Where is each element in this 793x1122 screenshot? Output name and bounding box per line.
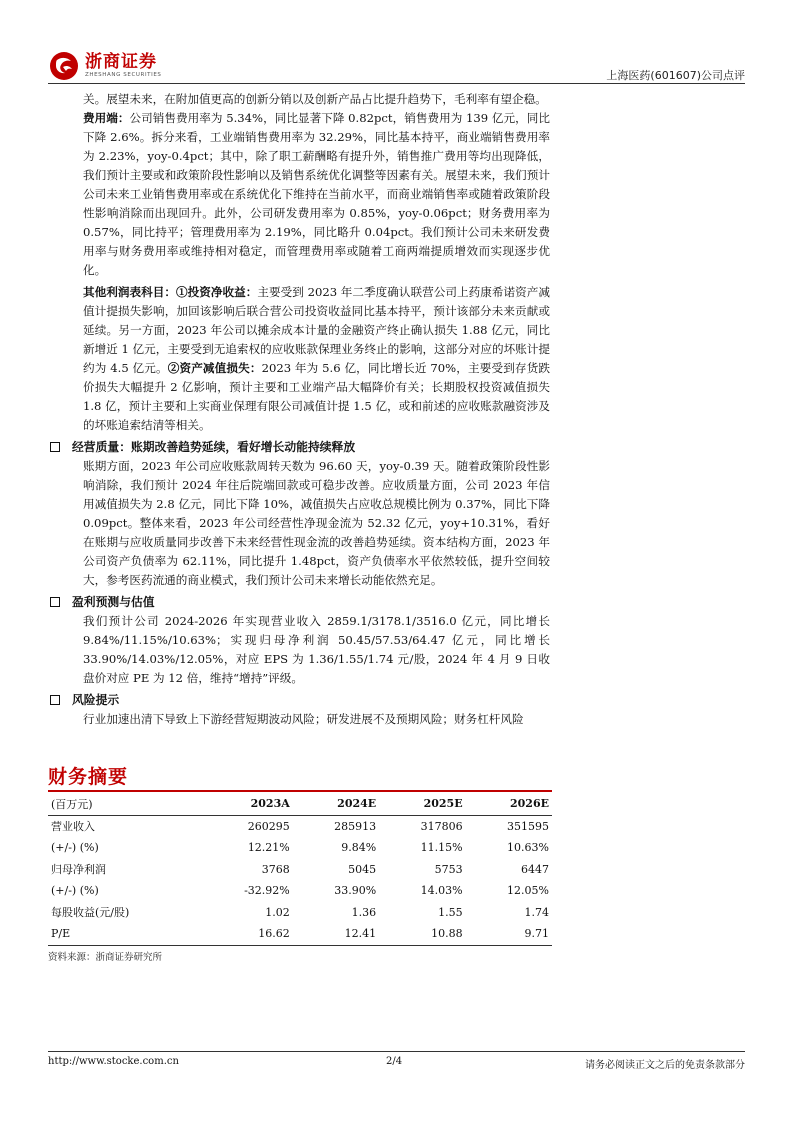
table-cell: 10.63%: [507, 841, 549, 855]
table-cell: 9.84%: [341, 841, 377, 855]
table-row: [48, 902, 552, 924]
table-row: [48, 815, 552, 837]
table-row: [48, 837, 552, 859]
section-operating-quality: [48, 438, 550, 457]
table-header-row: [48, 793, 552, 815]
column-header: 2026E: [466, 793, 552, 815]
section-risk: [48, 691, 550, 710]
disclaimer-note: 请务必阅读正文之后的免责条款部分: [585, 1060, 745, 1071]
table-cell: (+/-) (%): [51, 841, 99, 855]
table-cell: 3768: [261, 862, 290, 876]
table-cell: 1.36: [351, 905, 377, 919]
checkbox-bullet-icon: [50, 442, 60, 452]
financial-summary-title: 财务摘要: [48, 766, 129, 788]
table-row: [48, 880, 552, 902]
report-label: 上海医药(601607)公司点评: [606, 69, 745, 82]
table-cell: 12.05%: [507, 884, 549, 898]
table-cell: 5753: [434, 862, 463, 876]
zheshang-logo-icon: [49, 51, 79, 81]
checkbox-bullet-icon: [50, 695, 60, 705]
table-cell: 12.41: [293, 923, 379, 945]
table-cell: 317806: [420, 819, 463, 833]
table-cell: 285913: [334, 819, 377, 833]
footer-url-link[interactable]: http://www.stocke.com.cn: [48, 1056, 179, 1067]
table-cell: 1.02: [265, 905, 290, 919]
header-divider: [48, 83, 745, 84]
table-cell: 12.21%: [247, 841, 290, 855]
table-source-note: 资料来源：浙商证券研究所: [48, 952, 163, 963]
column-header: 2024E: [293, 793, 379, 815]
footer-divider: [48, 1051, 745, 1052]
column-header: (百万元): [48, 793, 200, 815]
table-cell: 每股收益(元/股): [51, 906, 130, 920]
table-row: [48, 859, 552, 881]
table-cell: 33.90%: [334, 884, 377, 898]
expense-text: 公司销售费用率为 5.34%，同比显著下降 0.82pct，销售费用为 139 亿元，同比下降 2.6%。拆分来看，工业端销售费用率为 32.29%，同比基本持平，商业端销售费用率为 2.23%，yoy-0.4pct；其中，除了职工薪酬略有提升外，销售推广费用等均出现降低，我们预计主要或和政策阶段性影响以及销售系统优化调整等因素有关。展望未来，我们预计公司未来工业销售费用率或在系统优化下维持在当前水平，而商业端销售率或随着政策阶段性影响消除而出现回升。此外，公司研发费用率为 0.85%，yoy-0.06pct；财务费用率为 0.57%，同比持平；管理费用率为 2.19%，同比略升 0.04pct。我们预计公司未来研发费用率与财务费用率或维持相对稳定，而管理费用率或随着工商两端提质增效而实现逐步优化。: [83, 111, 550, 277]
column-header: 2023A: [200, 793, 293, 815]
section-text: 行业加速出清下导致上下游经营短期波动风险；研发进展不及预期风险；财务杠杆风险: [83, 712, 524, 726]
other-lead: 其他利润表科目：: [83, 285, 176, 299]
table-row: [48, 923, 552, 945]
table-cell: 16.62: [200, 923, 293, 945]
table-cell: P/E: [48, 923, 200, 945]
table-cell: 9.71: [466, 923, 552, 945]
table-cell: (+/-) (%): [51, 884, 99, 898]
other-text1: 主要受到 2023 年二季度确认联营公司上药康希诺资产减值计提损失影响，加回该影响后联合营公司投资收益同比基本持平，预计该部分未来贡献或延续。另一方面，2023 年公司以摊余成本计量的金融资产终止确认损失 1.88 亿元，同比新增近 1 亿元，主要受到无追索权的应收账款保理业务终止的影响，这部分对应的坏账计提约为 4.5 亿元。: [83, 285, 550, 375]
table-cell: 14.03%: [420, 884, 463, 898]
expense-lead: 费用端：: [83, 111, 130, 125]
table-cell: 归母净利润: [51, 863, 106, 877]
table-cell: 10.88: [379, 923, 465, 945]
table-cell: 1.74: [524, 905, 549, 919]
table-cell: 11.15%: [420, 841, 463, 855]
paragraph-expense: [48, 109, 550, 280]
checkbox-bullet-icon: [50, 597, 60, 607]
financial-title-divider: [48, 790, 552, 792]
section-text: 我们预计公司 2024-2026 年实现营业收入 2859.1/3178.1/3516.0 亿元，同比增长 9.84%/11.15%/10.63%；实现归母净利润 50.45/57.53/64.47 亿元，同比增长 33.90%/14.03%/12.05%，对应 EPS 为 1.36/1.55/1.74 元/股，2024 年 4 月 9 日收盘价对应 PE 为 12 倍，维持“增持”评级。: [83, 614, 550, 685]
table-cell: -32.92%: [244, 884, 290, 898]
company-logo: [49, 49, 162, 83]
section-forecast: [48, 593, 550, 612]
section-title: 盈利预测与估值: [72, 595, 155, 609]
other-text2: 2023 年为 5.6 亿，同比增长近 70%，主要受到存货跌价损失大幅提升 2 亿影响，预计主要和工业端产品大幅降价有关；长期股权投资减值损失 1.8 亿，预计主要和上实商业保理有限公司减值计提 1.5 亿，或和前述的应收账款融资涉及的坏账追索结清等相关。: [83, 361, 550, 432]
table-cell: 6447: [521, 862, 549, 876]
paragraph-other-items: [48, 283, 550, 435]
financial-summary-table: [48, 793, 552, 946]
other-sub1: ①投资净收益：: [175, 285, 258, 299]
table-cell: 260295: [247, 819, 290, 833]
table-cell: 营业收入: [51, 820, 95, 834]
section-title: 经营质量：账期改善趋势延续，看好增长动能持续释放: [72, 440, 356, 454]
other-sub2: ②资产减值损失：: [167, 361, 262, 375]
column-header: 2025E: [379, 793, 465, 815]
paragraph-gross-margin: 关。展望未来，在附加值更高的创新分销以及创新产品占比提升趋势下，毛利率有望企稳。: [83, 92, 547, 106]
table-cell: 351595: [507, 819, 549, 833]
logo-cn: 浙商证券: [85, 51, 157, 72]
page-number: 2/4: [386, 1056, 403, 1067]
logo-en: ZHESHANG SECURITIES: [85, 71, 162, 78]
report-body: [48, 90, 550, 729]
section-title: 风险提示: [72, 693, 120, 707]
section-text: 账期方面，2023 年公司应收账款周转天数为 96.60 天，yoy-0.39 天。随着政策阶段性影响消除，我们预计 2024 年往后院端回款或可稳步改善。应收质量方面，公司 2023 年信用减值损失为 2.8 亿元，同比下降 10%，减值损失占应收总规模比例为 0.37%，同比下降 0.09pct。整体来看，2023 年公司经营性净现金流为 52.32 亿元，yoy+10.31%，看好在账期与应收质量同步改善下未来经营性现金流的改善趋势延续。资本结构方面，2023 年公司资产负债率为 62.11%，同比提升 1.48pct，资产负债率水平依然较低，提升空间较大，参考医药流通的商业模式，我们预计公司未来增长动能依然充足。: [83, 459, 550, 587]
table-cell: 1.55: [438, 905, 463, 919]
table-cell: 5045: [348, 862, 377, 876]
